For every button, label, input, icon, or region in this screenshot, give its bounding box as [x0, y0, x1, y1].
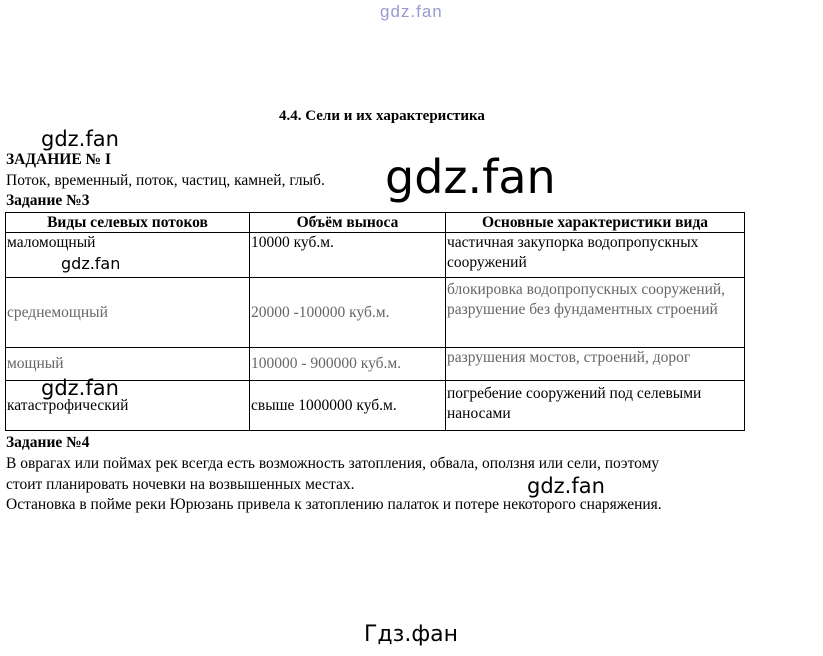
column-header-characteristics: Основные характеристики вида: [446, 213, 745, 233]
task1-heading: ЗАДАНИЕ № I: [6, 151, 112, 168]
cell-volume: 100000 - 900000 куб.м.: [250, 348, 446, 381]
task3-heading: Задание №3: [6, 192, 90, 209]
cell-description: блокировка водопропускных сооружений, разрушение без фундаментных строений: [446, 278, 745, 348]
cell-description: разрушения мостов, строений, дорог: [446, 348, 745, 381]
type-text: маломощный: [7, 234, 96, 251]
cell-volume: 10000 куб.м.: [250, 233, 446, 278]
task1-answer: Поток, временный, поток, частиц, камней, глыб.: [6, 172, 325, 189]
watermark-row3: gdz.fan: [41, 376, 119, 400]
cell-type: среднемощный: [6, 278, 250, 348]
table-header-row: [6, 213, 745, 233]
watermark-left-top: gdz.fan: [41, 127, 119, 151]
column-header-type: Виды селевых потоков: [6, 213, 250, 233]
cell-type: катастрофический: [6, 381, 250, 431]
cell-volume: 20000 -100000 куб.м.: [250, 278, 446, 348]
section-title: 4.4. Сели и их характеристика: [279, 108, 485, 124]
watermark-cell: gdz.fan: [61, 254, 121, 273]
cell-volume: свыше 1000000 куб.м.: [250, 381, 446, 431]
watermark-center: gdz.fan: [385, 150, 556, 204]
table-row: [6, 278, 745, 348]
task4-heading: Задание №4: [6, 434, 90, 451]
task4-line2: стоит планировать ночевки на возвышенных местах.: [6, 476, 355, 493]
table-row: [6, 233, 745, 278]
watermark-top: gdz.fan: [380, 2, 443, 21]
cell-type: мощный: [6, 348, 250, 381]
task4-line3: Остановка в пойме реки Юрюзань привела к затоплению палаток и потере некоторого снаряжения.: [6, 496, 662, 513]
watermark-bottom: Гдз.фан: [364, 622, 458, 647]
cell-description: погребение сооружений под селевыми наносами: [446, 381, 745, 431]
watermark-task4: gdz.fan: [527, 474, 605, 498]
column-header-volume: Объём выноса: [250, 213, 446, 233]
cell-type: [6, 233, 250, 278]
cell-description: частичная закупорка водопропускных сооружений: [446, 233, 745, 278]
task4-line1: В оврагах или поймах рек всегда есть возможность затопления, обвала, оползня или сели, поэтому: [6, 455, 660, 472]
